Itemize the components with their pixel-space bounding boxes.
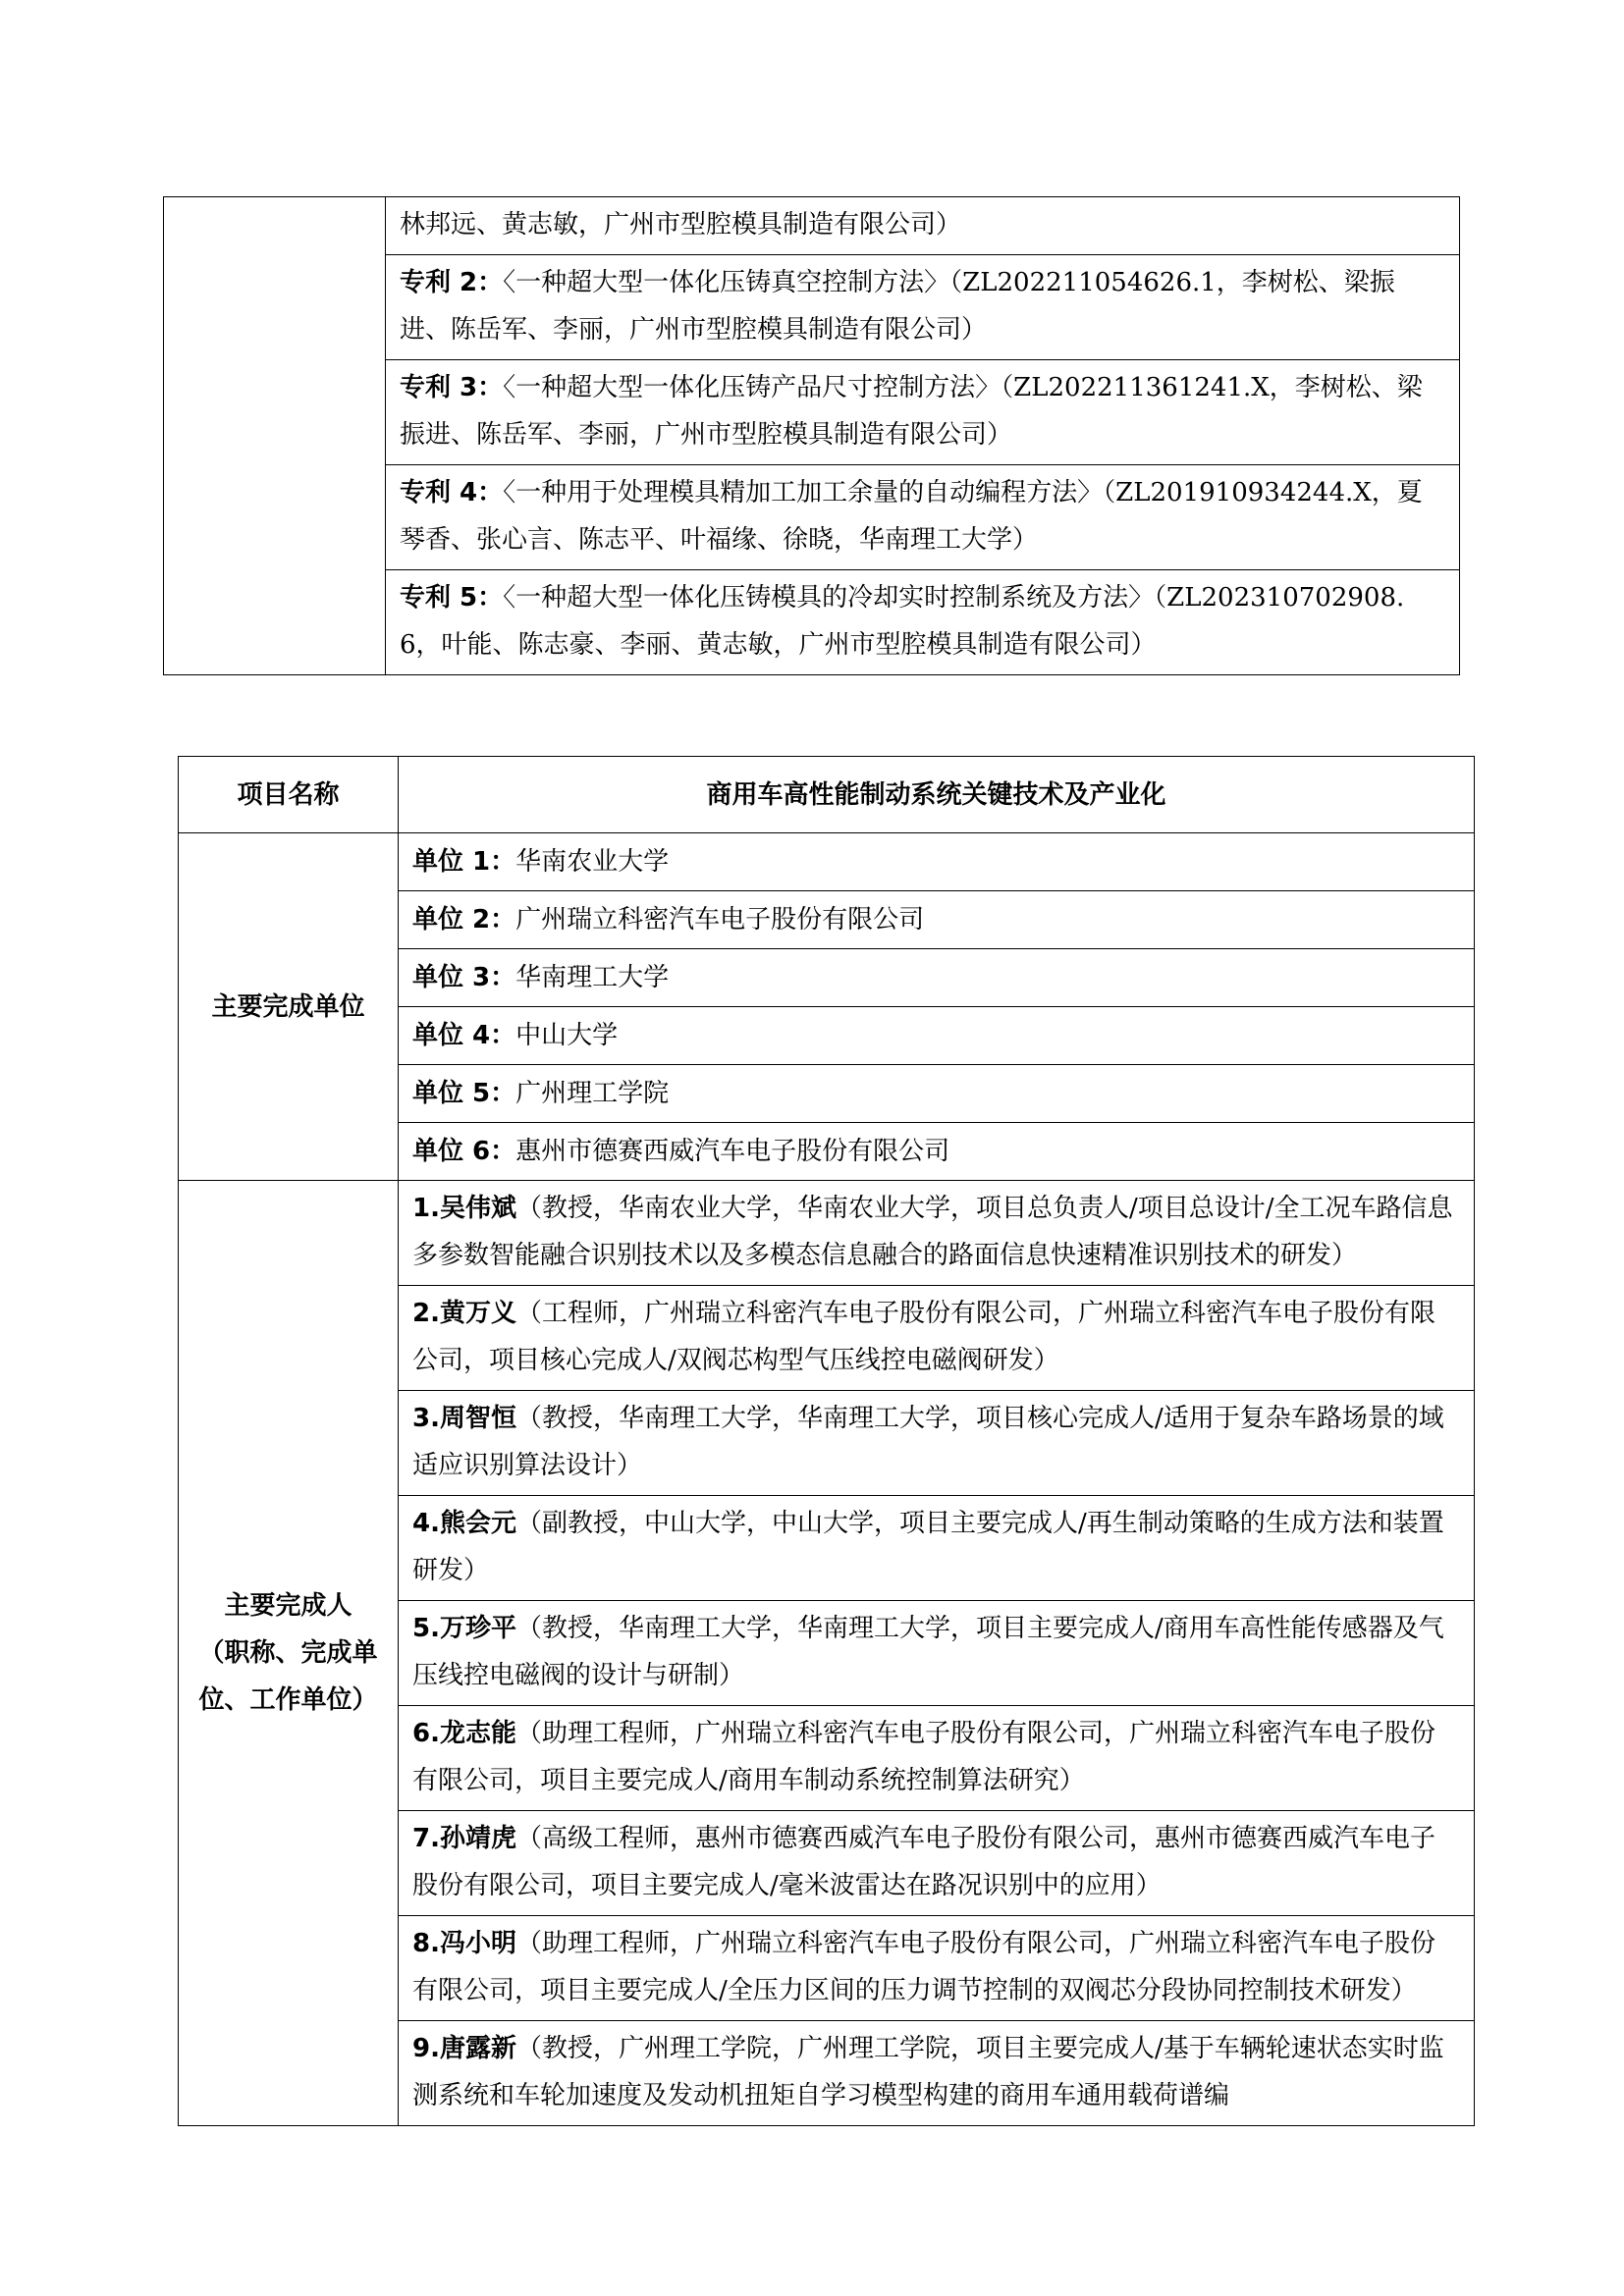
unit-2-text: 广州瑞立科密汽车电子股份有限公司 — [515, 905, 925, 934]
person-5-name: 5.万珍平 — [412, 1614, 516, 1643]
project-table — [178, 756, 1475, 2126]
person-5-text: （教授，华南理工大学，华南理工大学，项目主要完成人/商用车高性能传感器及气压线控电磁阀的设计与研制） — [412, 1614, 1444, 1690]
patent-row-2 — [386, 255, 1460, 360]
patent-row-1 — [386, 197, 1460, 255]
patent-row-4-prefix: 专利 4： — [400, 478, 504, 507]
unit-row-2 — [399, 891, 1475, 949]
unit-3-prefix: 单位 3： — [412, 963, 516, 992]
unit-5-prefix: 单位 5： — [412, 1079, 516, 1108]
project-name-label: 项目名称 — [179, 757, 399, 833]
patent-row-4-text: 〈一种用于处理模具精加工加工余量的自动编程方法〉（ZL201910934244.X，夏琴香、张心言、陈志平、叶福缘、徐晓，华南理工大学） — [400, 478, 1423, 555]
unit-3-text: 华南理工大学 — [515, 963, 670, 992]
persons-label — [179, 1181, 399, 2126]
person-3-text: （教授，华南理工大学，华南理工大学，项目核心完成人/适用于复杂车路场景的域适应识别算法设计） — [412, 1404, 1444, 1480]
unit-1-text: 华南农业大学 — [515, 847, 670, 877]
unit-row-3 — [399, 949, 1475, 1007]
person-row-8 — [399, 1916, 1475, 2021]
unit-row-6 — [399, 1123, 1475, 1181]
person-8-text: （助理工程师，广州瑞立科密汽车电子股份有限公司，广州瑞立科密汽车电子股份有限公司，项目主要完成人/全压力区间的压力调节控制的双阀芯分段协同控制技术研发） — [412, 1929, 1435, 2005]
patent-table — [163, 196, 1460, 675]
patent-row-2-text: 〈一种超大型一体化压铸真空控制方法〉（ZL202211054626.1，李树松、梁振进、陈岳军、李丽，广州市型腔模具制造有限公司） — [400, 268, 1395, 345]
person-7-name: 7.孙靖虎 — [412, 1824, 516, 1853]
person-2-text: （工程师，广州瑞立科密汽车电子股份有限公司，广州瑞立科密汽车电子股份有限公司，项目核心完成人/双阀芯构型气压线控电磁阀研发） — [412, 1299, 1435, 1375]
patent-row-4 — [386, 465, 1460, 570]
unit-row-1 — [399, 833, 1475, 891]
person-8-name: 8.冯小明 — [412, 1929, 516, 1958]
unit-row-4 — [399, 1007, 1475, 1065]
unit-1-prefix: 单位 1： — [412, 847, 516, 877]
patent-row-5-text: 〈一种超大型一体化压铸模具的冷却实时控制系统及方法〉（ZL202310702908.6，叶能、陈志豪、李丽、黄志敏，广州市型腔模具制造有限公司） — [400, 583, 1405, 660]
person-1-name: 1.吴伟斌 — [412, 1194, 516, 1223]
person-6-name: 6.龙志能 — [412, 1719, 516, 1748]
person-1-text: （教授，华南农业大学，华南农业大学，项目总负责人/项目总设计/全工况车路信息多参数智能融合识别技术以及多模态信息融合的路面信息快速精准识别技术的研发） — [412, 1194, 1453, 1270]
person-4-name: 4.熊会元 — [412, 1509, 516, 1538]
person-9-text: （教授，广州理工学院，广州理工学院，项目主要完成人/基于车辆轮速状态实时监测系统和车轮加速度及发动机扭矩自学习模型构建的商用车通用载荷谱编 — [412, 2034, 1444, 2110]
unit-4-prefix: 单位 4： — [412, 1021, 516, 1050]
unit-4-text: 中山大学 — [515, 1021, 619, 1050]
person-row-5 — [399, 1601, 1475, 1706]
persons-label-line-3: 位、工作单位） — [198, 1685, 378, 1715]
patent-row-1-text: 林邦远、黄志敏，广州市型腔模具制造有限公司） — [400, 210, 962, 240]
unit-2-prefix: 单位 2： — [412, 905, 516, 934]
patent-row-2-prefix: 专利 2： — [400, 268, 504, 297]
person-6-text: （助理工程师，广州瑞立科密汽车电子股份有限公司，广州瑞立科密汽车电子股份有限公司，项目主要完成人/商用车制动系统控制算法研究） — [412, 1719, 1435, 1795]
patent-row-5 — [386, 570, 1460, 675]
patent-label-cell — [164, 197, 386, 675]
persons-label-line-2: （职称、完成单 — [198, 1638, 378, 1668]
person-7-text: （高级工程师，惠州市德赛西威汽车电子股份有限公司，惠州市德赛西威汽车电子股份有限公司，项目主要完成人/毫米波雷达在路况识别中的应用） — [412, 1824, 1435, 1900]
patent-row-3-text: 〈一种超大型一体化压铸产品尺寸控制方法〉（ZL202211361241.X，李树松、梁振进、陈岳军、李丽，广州市型腔模具制造有限公司） — [400, 373, 1423, 450]
person-row-3 — [399, 1391, 1475, 1496]
unit-row-5 — [399, 1065, 1475, 1123]
person-row-2 — [399, 1286, 1475, 1391]
units-label: 主要完成单位 — [179, 833, 399, 1181]
patent-row-3 — [386, 360, 1460, 465]
unit-6-prefix: 单位 6： — [412, 1137, 516, 1166]
person-row-6 — [399, 1706, 1475, 1811]
patent-row-3-prefix: 专利 3： — [400, 373, 504, 402]
person-row-7 — [399, 1811, 1475, 1916]
person-row-4 — [399, 1496, 1475, 1601]
persons-label-line-1: 主要完成人 — [224, 1591, 352, 1621]
project-name-value: 商用车高性能制动系统关键技术及产业化 — [399, 757, 1475, 833]
person-2-name: 2.黄万义 — [412, 1299, 516, 1328]
person-4-text: （副教授，中山大学，中山大学，项目主要完成人/再生制动策略的生成方法和装置研发） — [412, 1509, 1444, 1585]
person-3-name: 3.周智恒 — [412, 1404, 516, 1433]
person-row-1 — [399, 1181, 1475, 1286]
person-row-9 — [399, 2021, 1475, 2126]
patent-row-5-prefix: 专利 5： — [400, 583, 504, 613]
person-9-name: 9.唐露新 — [412, 2034, 516, 2063]
unit-5-text: 广州理工学院 — [515, 1079, 670, 1108]
unit-6-text: 惠州市德赛西威汽车电子股份有限公司 — [515, 1137, 950, 1166]
